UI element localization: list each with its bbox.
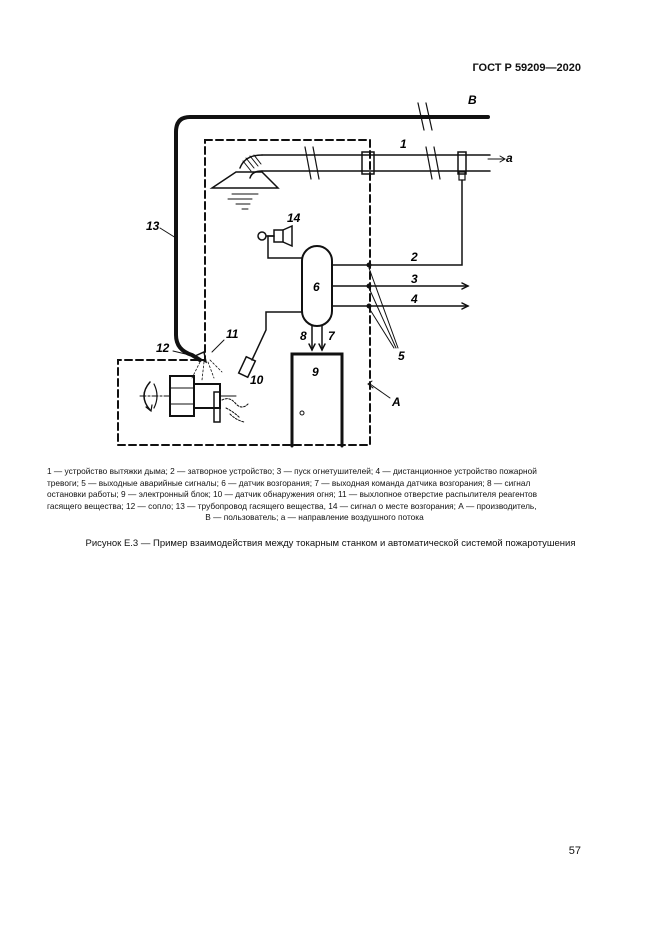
- block-9-knob: [300, 411, 304, 415]
- lathe-chips: [222, 399, 248, 422]
- spray-11: [192, 360, 222, 380]
- legend-line: 1 — устройство вытяжки дыма; 2 — затворное устройство; 3 — пуск огнетушителей; 4 — дистанционное устройство пожарной: [47, 466, 537, 476]
- shutter-actuator: [459, 172, 465, 180]
- page-number: 57: [568, 845, 581, 857]
- document-header: ГОСТ Р 59209—2020: [472, 62, 581, 74]
- duct-break-mark: [313, 147, 319, 179]
- label-1: 1: [400, 137, 407, 151]
- lathe-workpiece: [194, 384, 220, 408]
- figure-legend: [47, 466, 582, 524]
- fire-location-sensor-14: [274, 230, 283, 242]
- label-10: 10: [250, 373, 264, 387]
- label-2: 2: [411, 250, 418, 264]
- label-9: 9: [312, 365, 319, 379]
- label-A: A: [392, 395, 401, 409]
- label-12: 12: [156, 341, 170, 355]
- leader-A: [370, 384, 390, 398]
- label-13: 13: [146, 219, 160, 233]
- figure-caption: Рисунок Е.3 — Пример взаимодействия между токарным станком и автоматической системой пожаротушения: [85, 538, 576, 549]
- label-14: 14: [287, 211, 301, 225]
- leader-11: [212, 340, 224, 352]
- label-8: 8: [300, 329, 307, 343]
- legend-line: В — пользователь; а — направление воздушного потока: [205, 512, 424, 522]
- label-7: 7: [328, 329, 335, 343]
- label-a: a: [506, 151, 513, 165]
- label-B: B: [468, 93, 477, 107]
- label-3: 3: [411, 272, 418, 286]
- legend-line: гасящего вещества; 12 — сопло; 13 — трубопровод гасящего вещества, 14 — сигнал о месте возгорания; А — производитель,: [47, 500, 537, 511]
- fire-location-cable: [268, 236, 302, 258]
- legend-line: тревоги; 5 — выходные аварийные сигналы; 6 — датчик возгорания; 7 — выходная команда датчика возгорания; 8 — сигнал: [47, 477, 531, 488]
- duct-break-mark: [305, 147, 311, 179]
- duct-break-mark: [426, 147, 432, 179]
- duct-break-mark: [434, 147, 440, 179]
- leader-13: [160, 228, 176, 238]
- label-11: 11: [226, 327, 239, 341]
- leader-5: [369, 268, 398, 348]
- smoke-duct-1: [262, 155, 490, 171]
- lathe-chuck: [170, 376, 194, 416]
- label-4: 4: [411, 292, 418, 306]
- fire-location-sensor-head: [258, 232, 266, 240]
- signal-line-2: [332, 180, 462, 265]
- pipeline-13: [176, 117, 488, 360]
- smoke-hood: [212, 172, 278, 188]
- duct-bellows: [240, 155, 262, 178]
- label-6: 6: [313, 280, 320, 294]
- label-5: 5: [398, 349, 405, 363]
- legend-line: остановки работы; 9 — электронный блок; 10 — датчик обнаружения огня; 11 — выхлопное отверстие распылителя реагентов: [47, 489, 538, 499]
